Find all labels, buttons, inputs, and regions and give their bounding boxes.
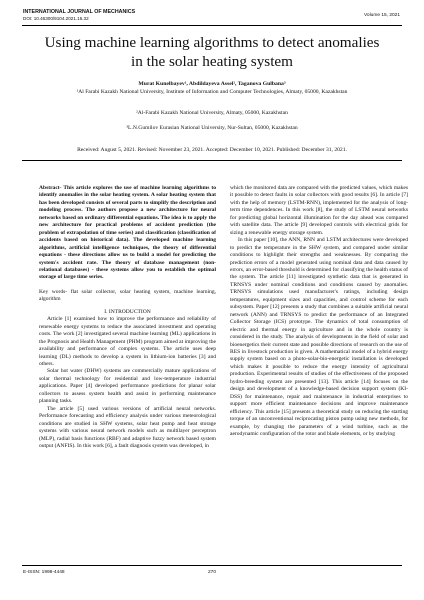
paper-title: Using machine learning algorithms to detect anomalies in the solar heating system [44,34,380,70]
journal-name: INTERNATIONAL JOURNAL OF MECHANICS [23,9,136,15]
affiliation-2: ²Al-Farabi Kazakh National University, Almaty, 05000, Kazakhstan [136,110,288,116]
dates-rule [22,160,402,161]
keywords: Key words- flat solar collector, solar heating system, machine learning, algorithm [39,288,216,303]
footer-rule [22,565,402,566]
intro-paragraph: Solar hot water (DHW) systems are commercially mature applications of solar thermal technology for residential and low-temperature industrial applications. Paper [4] developed performance predictions for planar solar collectors to assess system health and assist in performing maintenance planning tasks. [39,368,216,405]
publication-dates: Received: August 5, 2021. Revised: November 23, 2021. Accepted: December 10, 2021. Published: December 31, 2021. [77,147,347,153]
doi: DOI: 10.46300/9104.2021.15.32 [23,16,89,21]
issn: E-ISSN: 1998-4448 [23,570,65,575]
page-number: 270 [207,570,216,575]
authors: Murat Kunelbayev¹, Abdildayeva Assel², Taganova Gulbana³ [138,81,286,87]
body-paragraph: In this paper [10], the ANN, RNN and LSTM architectures were developed to predict the temperature in the SHW system, and compared under similar conditions to highlight their strengths and weaknesses. By comparing the prediction errors of a model generated using nominal data and data caused by errors, an error-based threshold is determined for classifying the health status of the system. The article [11] investigated synthetic data that is generated in TRNSYS under nominal conditions and conditions caused by anomalies. TRNSYS simulations used manufacturer's ratings, including design temperatures, equipment sizes and capacities, and control scheme for each subsystem. Paper [12] presents a study that combines a suitable artificial neural network (ANN) and TRNSYS to predict the performance of an Integrated Collector Storage (ICS) prototype. The dynamics of total consumption of electric and thermal energy in agriculture and in the whole country is considered in the study. The analysis of developments in the field of solar and bioenergetics their current state and possible directions of research on the use of RES in livestock production is given. A mathematical model of a hybrid energy supply system based on a photo-solar-bio-energetic installation is developed which makes it possible to reduce the energy intensity of agricultural production. Experimental results of studies of the effectiveness of the proposed hydro-breeding system are presented [13]. This article [14] focuses on the design and development of a knowledge-based decision support system (KI-DSS) for maintenance, repair and maintenance in industrial enterprises to support more efficient maintenance decisions and improve maintenance efficiency. This article [15] presents a theoretical study on reducing the starting torque of an unconventional reciprocating piston pump using new methods, for example, by changing the parameters of a wind turbine, such as the aerodynamic configuration of the rotor and blade elements, or by studying [230,237,408,437]
intro-paragraph: Article [1] examined how to improve the performance and reliability of renewable energy systems to reduce the associated investment and operating costs. The work [2] investigated several machine learning (ML) applications in the Prognosis and Health Management (PHM) program aimed at improving the availability and performance of complex systems. The article uses deep learning (DL) methods to develop a system in lithium-ion batteries [3] and others. [39,316,216,367]
left-column [39,185,216,450]
body-paragraph: which the monitored data are compared with the predicted values, which makes it possible to detect faults in solar collectors with good results [6]. In article [7] with the help of memory (LSTM-RNN), implemented for the analysis of long-term time dependences. In this work [8], the study of LSTM neural networks for predicting global horizontal illumination for the day ahead was compared with satellite data. The article [9] developed controls with electrical grids for sizing a renewable energy storage system. [230,185,408,236]
intro-paragraph: The article [5] used various versions of artificial neural networks. Performance forecasting and efficiency analysis under various meteorological conditions are studied in SHW systems, solar heat pump and heat storage systems with various neural network models such as multilayer perceptron (MLP), radial basis functions (RBF) and adaptive fuzzy network based system output (ANFIS). In this work [6], a fault diagnosis system was developed, in [39,405,216,449]
volume: Volume 15, 2021 [363,13,400,18]
header-rule [22,25,402,26]
section-heading: I. INTRODUCTION [104,308,151,315]
affiliation-3: ³L.N.Gumilov Eurasian National University, Nur-Sultan, 05000, Kazakhstan [126,125,298,131]
right-column [230,185,408,438]
affiliation-1: ¹Al Farabi Kazakh National University, Institute of Information and Computer Technologies, Almaty, 05000, Kazakhstan [76,89,348,95]
abstract: Abstract- This article explores the use of machine learning algorithms to identify anomalies in the solar heating system. A solar heating system that has been developed consists of several parts to simplify the description and modeling process. The authors propose a new architecture for neural networks based on ordinary differential equations. The idea is to apply the new architecture for practical problems of accident prediction (the problem of extrapolation of time series) and classification (classification of accidents based on historical data). The developed machine learning algorithms, artificial intelligence techniques, the theory of differential equations - these directions allow us to build a model for predicting the system's accident rate. The theory of database management (non-relational databases) - these systems allow you to establish the optimal storage of large time series. [39,185,216,281]
